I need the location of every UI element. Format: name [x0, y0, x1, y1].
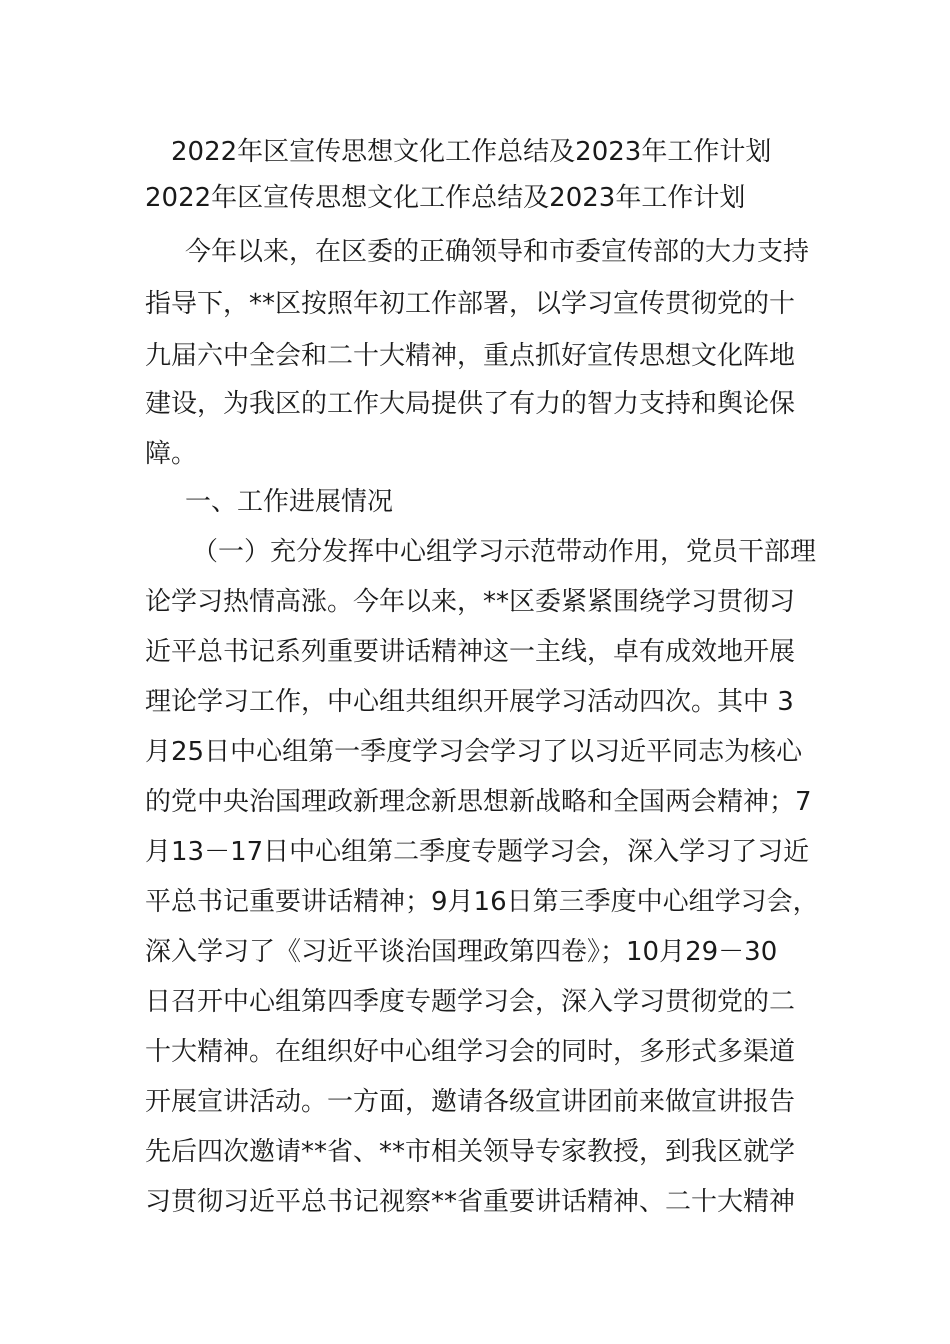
- body-paragraph-line: 开展宣讲活动。一方面，邀请各级宣讲团前来做宣讲报告: [145, 1087, 796, 1117]
- document-subtitle: 2022年区宣传思想文化工作总结及2023年工作计划: [145, 183, 746, 213]
- body-paragraph-line: （一）充分发挥中心组学习示范带动作用，党员干部理: [192, 537, 817, 567]
- body-paragraph-line: 论学习热情高涨。今年以来，**区委紧紧围绕学习贯彻习: [145, 587, 796, 617]
- document-title: 2022年区宣传思想文化工作总结及2023年工作计划: [171, 137, 772, 167]
- intro-paragraph-line: 障。: [145, 439, 198, 469]
- body-paragraph-line: 日召开中心组第四季度专题学习会，深入学习贯彻党的二: [145, 987, 796, 1017]
- intro-paragraph-line: 九届六中全会和二十大精神，重点抓好宣传思想文化阵地: [145, 341, 796, 371]
- intro-paragraph-line: 今年以来，在区委的正确领导和市委宣传部的大力支持: [185, 237, 810, 267]
- body-paragraph-line: 的党中央治国理政新理念新思想新战略和全国两会精神；7: [145, 787, 812, 817]
- intro-paragraph-line: 建设，为我区的工作大局提供了有力的智力支持和舆论保: [145, 389, 796, 419]
- body-paragraph-line: 先后四次邀请**省、**市相关领导专家教授，到我区就学: [145, 1137, 796, 1167]
- body-paragraph-line: 理论学习工作，中心组共组织开展学习活动四次。其中 3: [145, 687, 794, 717]
- body-paragraph-line: 近平总书记系列重要讲话精神这一主线，卓有成效地开展: [145, 637, 796, 667]
- body-paragraph-line: 深入学习了《习近平谈治国理政第四卷》；10月29－30: [145, 937, 778, 967]
- intro-paragraph-line: 指导下，**区按照年初工作部署，以学习宣传贯彻党的十: [145, 289, 796, 319]
- body-paragraph-line: 平总书记重要讲话精神；9月16日第三季度中心组学习会，: [145, 887, 819, 917]
- body-paragraph-line: 月13－17日中心组第二季度专题学习会，深入学习了习近: [145, 837, 810, 867]
- section-heading: 一、工作进展情况: [185, 487, 394, 517]
- body-paragraph-line: 习贯彻习近平总书记视察**省重要讲话精神、二十大精神: [145, 1187, 796, 1217]
- body-paragraph-line: 十大精神。在组织好中心组学习会的同时，多形式多渠道: [145, 1037, 796, 1067]
- body-paragraph-line: 月25日中心组第一季度学习会学习了以习近平同志为核心: [145, 737, 803, 767]
